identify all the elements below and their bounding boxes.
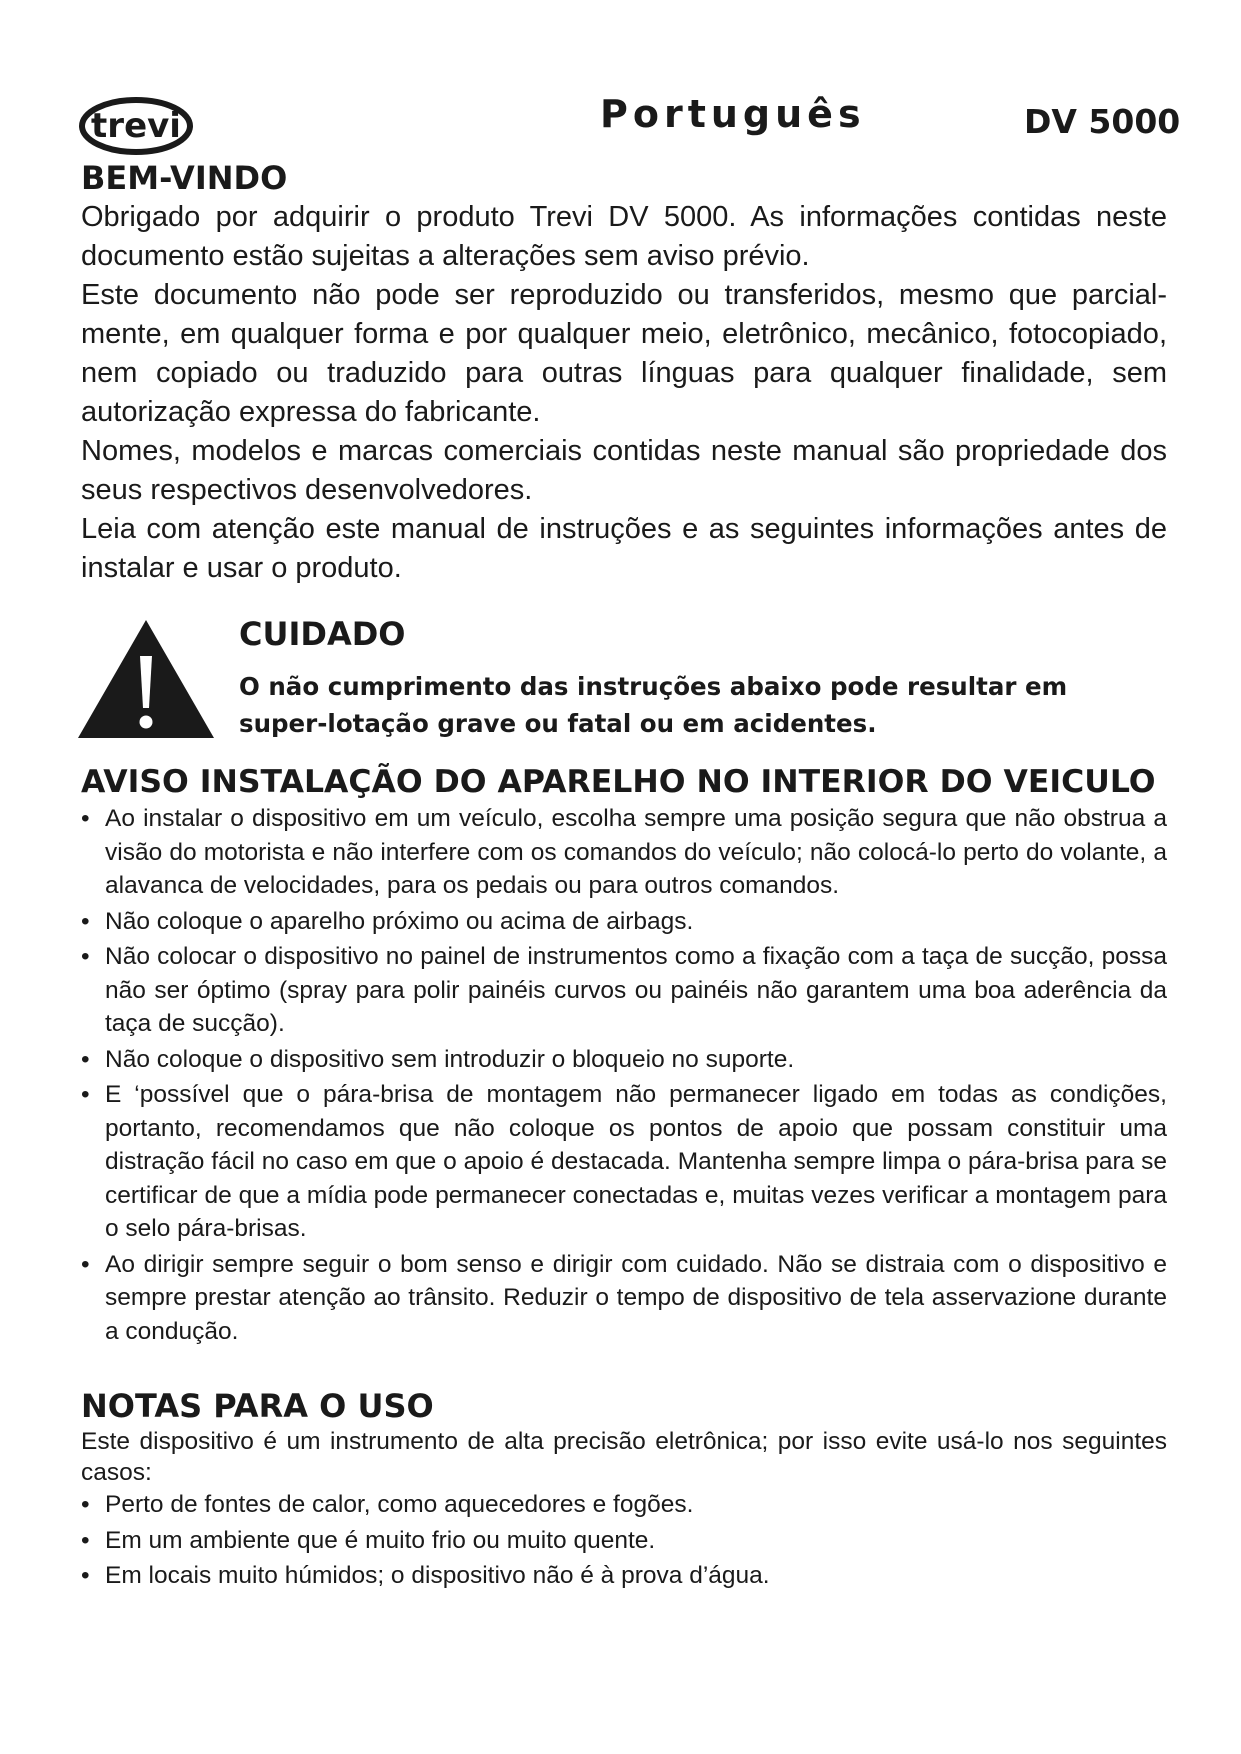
list-item: • Não coloque o aparelho próximo ou acima de airbags. (81, 905, 1167, 939)
warning-triangle-icon (76, 618, 216, 740)
installation-title: AVISO INSTALAÇÃO DO APARELHO NO INTERIOR DO VEICULO (81, 764, 1156, 800)
caution-title: CUIDADO (239, 615, 406, 653)
notes-title: NOTAS PARA O USO (81, 1387, 434, 1425)
model-label: DV 5000 (1024, 102, 1181, 141)
welcome-paragraph: Nomes, modelos e marcas comerciais contidas neste manual são propriedade dos seus respectivos desenvolvedores. (81, 435, 1167, 506)
svg-text:trevi: trevi (91, 106, 181, 146)
list-item: • Não coloque o dispositivo sem introduzir o bloqueio no suporte. (81, 1043, 1167, 1077)
notes-list (81, 1488, 1167, 1593)
list-item: • Ao dirigir sempre seguir o bom senso e dirigir com cuidado. Não se distraia com o dispositivo e sempre prestar atenção ao trânsito. Reduzir o tempo de dispositivo de tela asservazione durante a condução. (81, 1248, 1167, 1349)
language-label: Português (600, 92, 866, 136)
content (81, 158, 1167, 1593)
list-item: • Em locais muito húmidos; o dispositivo não é à prova d’água. (81, 1559, 1167, 1593)
trevi-logo (78, 96, 194, 156)
welcome-paragraph: Leia com atenção este manual de instruções e as seguintes informações antes de instalar e usar o produto. (81, 513, 1167, 584)
welcome-paragraph: Obrigado por adquirir o produto Trevi DV 5000. As informações contidas neste documento estão sujeitas a alterações sem aviso prévio. (81, 201, 1167, 272)
list-item: • Não colocar o dispositivo no painel de instrumentos como a fixação com a taça de sucção, possa não ser óptimo (spray para polir painéis curvos ou painéis não garantem uma boa aderência da taça de sucção). (81, 940, 1167, 1041)
list-item: • Ao instalar o dispositivo em um veículo, escolha sempre uma posição segura que não obstrua a visão do motorista e não interfere com os comandos do veículo; não colocá-lo perto do volante, a alavanca de velocidades, para os pedais ou para outros comandos. (81, 802, 1167, 903)
welcome-title: BEM-VINDO (81, 159, 288, 197)
list-item: • Em um ambiente que é muito frio ou muito quente. (81, 1524, 1167, 1558)
list-item: • E ‘possível que o pára-brisa de montagem não permanecer ligado em todas as condições, portanto, recomendamos que não coloque os pontos de apoio que possam constituir uma distração fácil no caso em que o apoio é destacada. Mantenha sempre limpa o pára-brisa para se certificar de que a mídia pode permanecer conectadas e, muitas vezes verificar a montagem para o selo pára-brisas. (81, 1078, 1167, 1246)
caution-block (81, 614, 1167, 744)
list-item: • Perto de fontes de calor, como aquecedores e fogões. (81, 1488, 1167, 1522)
caution-text: O não cumprimento das instruções abaixo pode resultar em super-lotação grave ou fatal ou em acidentes. (239, 672, 1068, 738)
welcome-paragraph: Este documento não pode ser reproduzido ou transferidos, mesmo que parcial-mente, em qualquer forma e por qualquer meio, eletrônico, mecânico, fotocopiado, nem copiado ou traduzido para outras línguas para qualquer finalidade, sem autorização expressa do fabricante. (81, 279, 1167, 428)
notes-intro: Este dispositivo é um instrumento de alta precisão eletrônica; por isso evite usá-lo nos seguintes casos: (81, 1428, 1167, 1486)
installation-list (81, 802, 1167, 1348)
welcome-body (81, 198, 1167, 588)
